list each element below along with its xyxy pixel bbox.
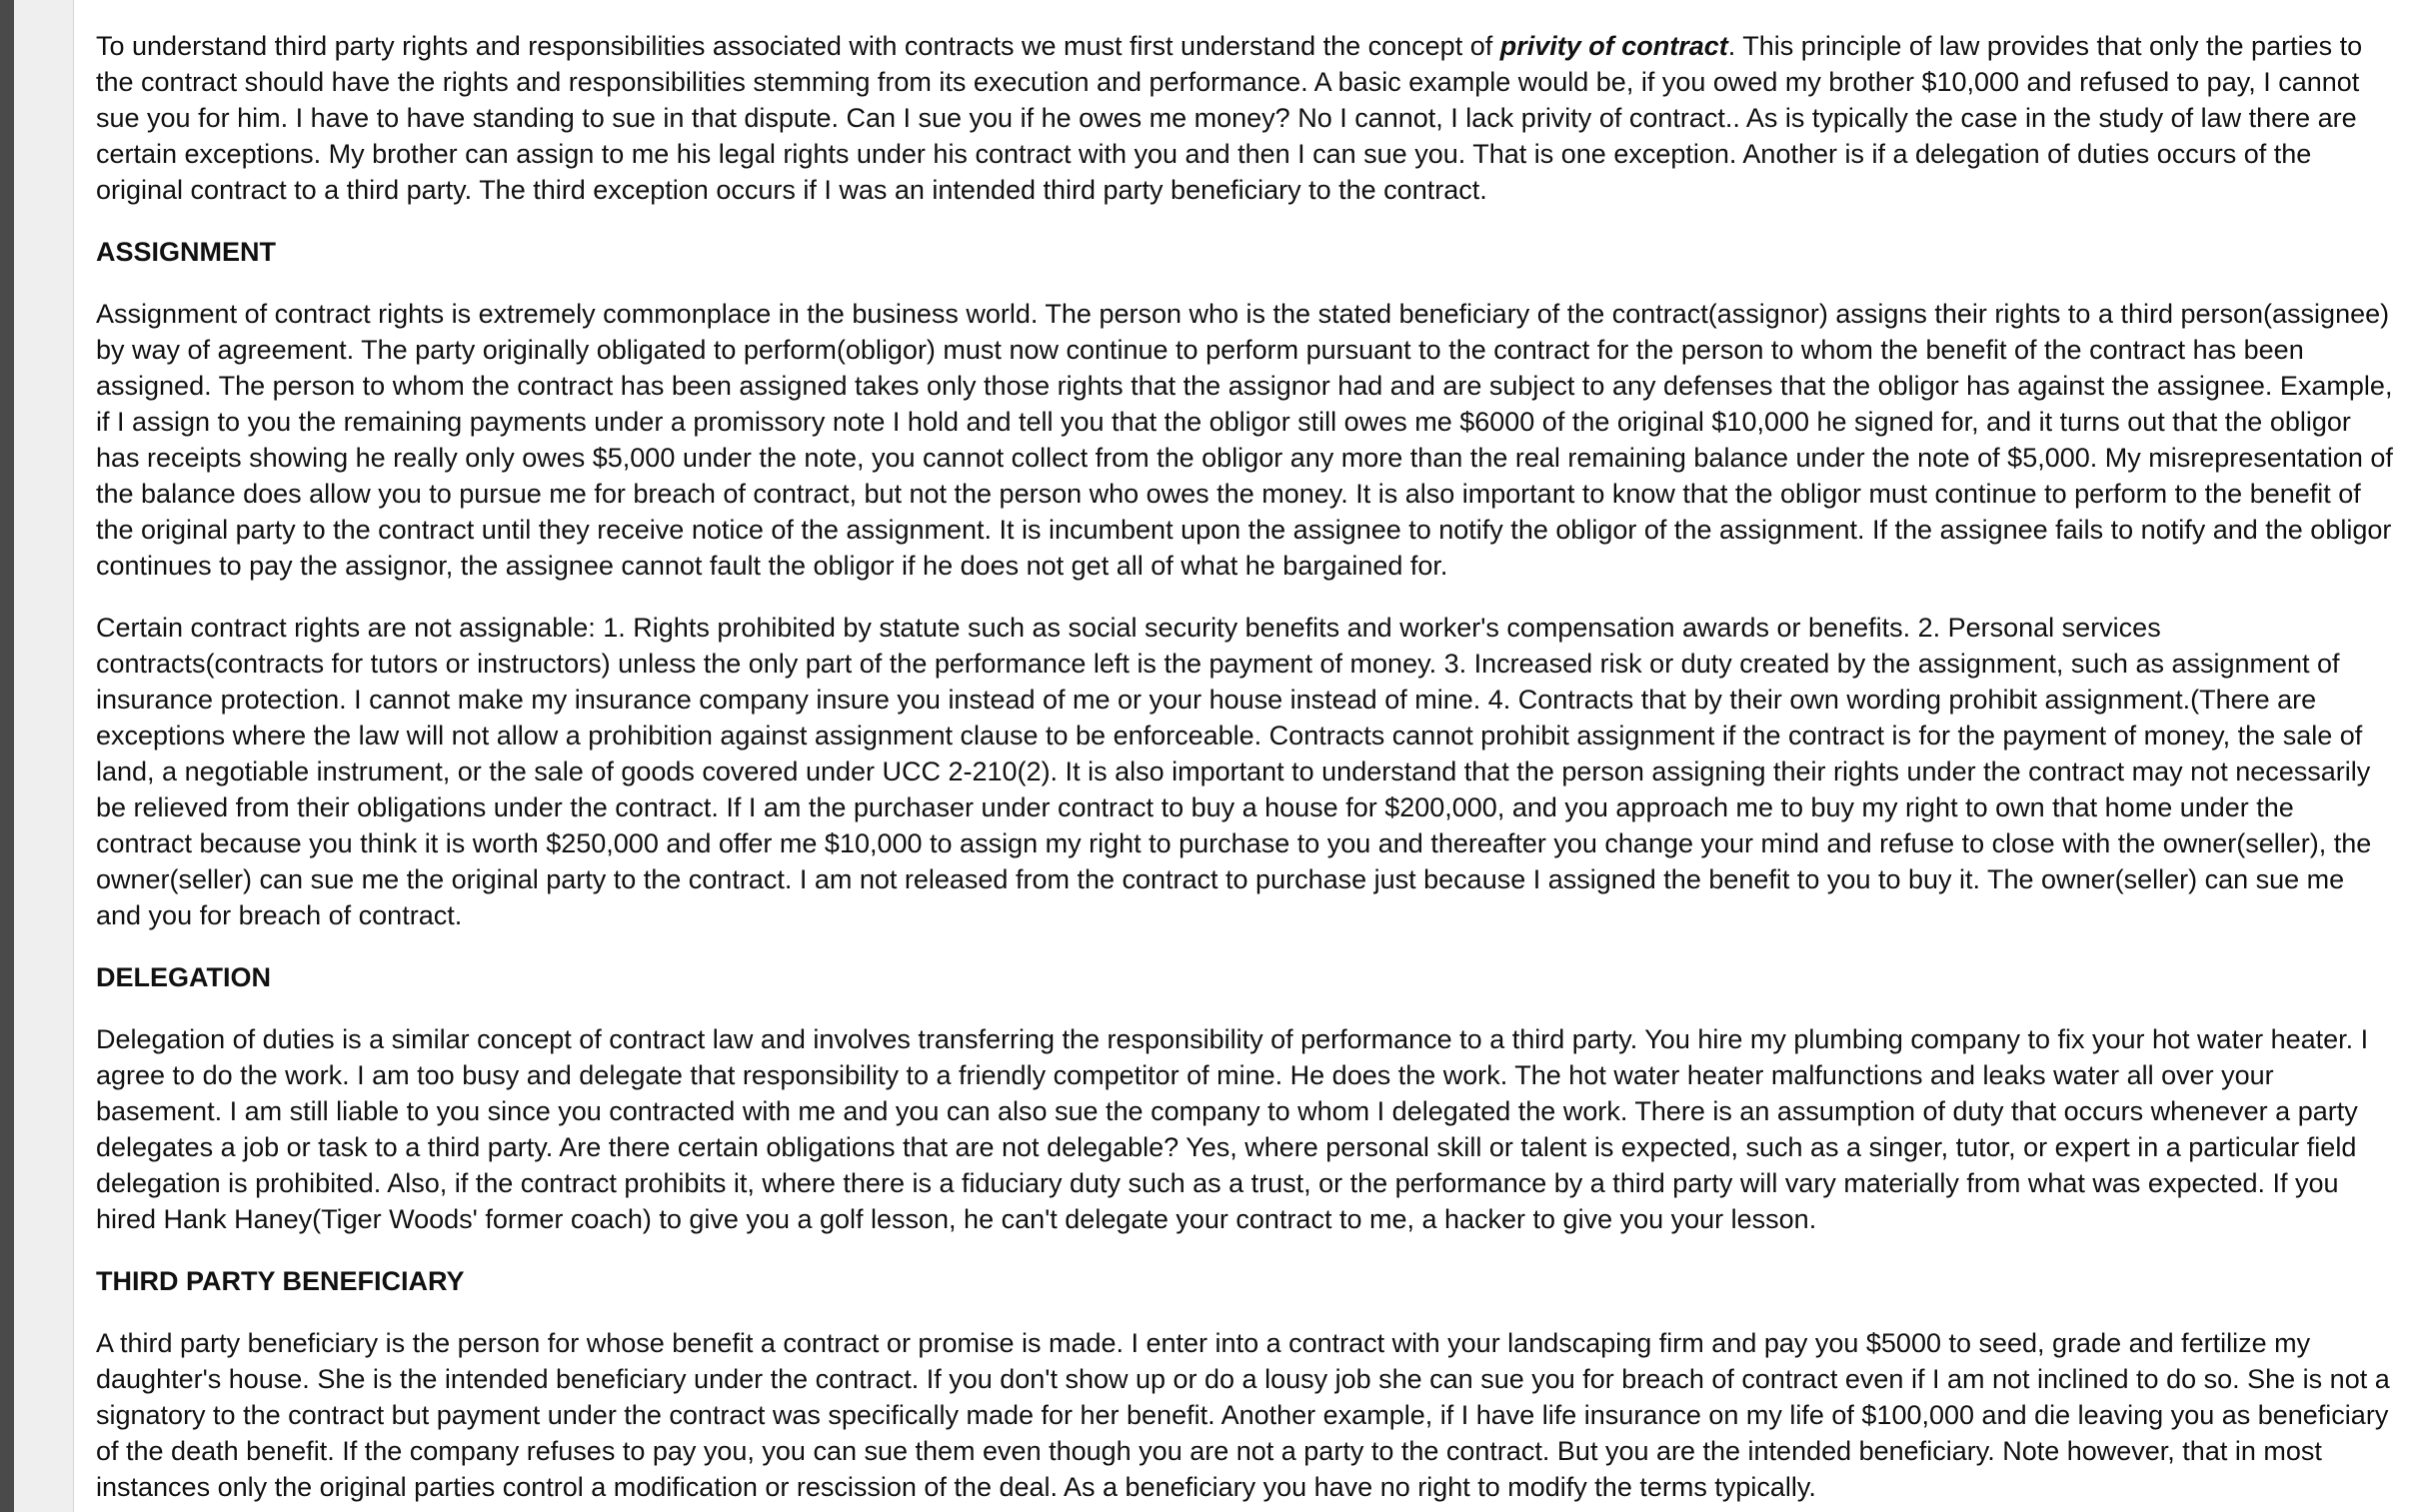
intro-paragraph bbox=[96, 28, 2395, 208]
intro-text-after: . This principle of law provides that only the parties to the contract should have the rights and responsibilities stemming from its execution and performance. A basic example would be, if you owed my brother $10,000 and refused to pay, I cannot sue you for him. I have to have standing to sue in that dispute. Can I sue you if he owes me money? No I cannot, I lack privity of contract.. As is typically the case in the study of law there are certain exceptions. My brother can assign to me his legal rights under his contract with you and then I can sue you. That is one exception. Another is if a delegation of duties occurs of the original contract to a third party. The third exception occurs if I was an intended third party beneficiary to the contract. bbox=[96, 31, 2363, 205]
third-party-beneficiary-heading: THIRD PARTY BENEFICIARY bbox=[96, 1266, 465, 1296]
delegation-heading: DELEGATION bbox=[96, 962, 271, 992]
assignment-paragraph-1: Assignment of contract rights is extremely commonplace in the business world. The person who is the stated beneficiary of the contract(assignor) assigns their rights to a third person(assignee) by way of agreement. The party originally obligated to perform(obligor) must now continue to perform pursuant to the contract for the person to whom the benefit of the contract has been assigned. The person to whom the contract has been assigned takes only those rights that the assignor had and are subject to any defenses that the obligor has against the assignee. Example, if I assign to you the remaining payments under a promissory note I hold and tell you that the obligor still owes me $6000 of the original $10,000 he signed for, and it turns out that the obligor has receipts showing he really only owes $5,000 under the note, you cannot collect from the obligor any more than the real remaining balance under the note of $5,000. My misrepresentation of the balance does allow you to pursue me for breach of contract, but not the person who owes the money. It is also important to know that the obligor must continue to perform to the benefit of the original party to the contract until they receive notice of the assignment. It is incumbent upon the assignee to notify the obligor of the assignment. If the assignee fails to notify and the obligor continues to pay the assignor, the assignee cannot fault the obligor if he does not get all of what he bargained for. bbox=[96, 299, 2393, 581]
assignment-paragraph-2: Certain contract rights are not assignable: 1. Rights prohibited by statute such as social security benefits and worker's compensation awards or benefits. 2. Personal services contracts(contracts for tutors or instructors) unless the only part of the performance left is the payment of money. 3. Increased risk or duty created by the assignment, such as assignment of insurance protection. I cannot make my insurance company insure you instead of me or your house instead of mine. 4. Contracts that by their own wording prohibit assignment.(There are exceptions where the law will not allow a prohibition against assignment clause to be enforceable. Contracts cannot prohibit assignment if the contract is for the payment of money, the sale of land, a negotiable instrument, or the sale of goods covered under UCC 2-210(2). It is also important to understand that the person assigning their rights under the contract may not necessarily be relieved from their obligations under the contract. If I am the purchaser under contract to buy a house for $200,000, and you approach me to buy my right to own that home under the contract because you think it is worth $250,000 and offer me $10,000 to assign my right to purchase to you and thereafter you change your mind and refuse to close with the owner(seller), the owner(seller) can sue me the original party to the contract. I am not released from the contract to purchase just because I assigned the benefit to you to buy it. The owner(seller) can sue me and you for breach of contract. bbox=[96, 613, 2372, 930]
intro-text-before: To understand third party rights and responsibilities associated with contracts we must first understand the concept of bbox=[96, 31, 1500, 61]
third-party-beneficiary-paragraph: A third party beneficiary is the person for whose benefit a contract or promise is made. I enter into a contract with your landscaping firm and pay you $5000 to seed, grade and fertilize my daughter's house. She is the intended beneficiary under the contract. If you don't show up or do a lousy job she can sue you for breach of contract even if I am not inclined to do so. She is not a signatory to the contract but payment under the contract was specifically made for her benefit. Another example, if I have life insurance on my life of $100,000 and die leaving you as beneficiary of the death benefit. If the company refuses to pay you, you can sue them even though you are not a party to the contract. But you are the intended beneficiary. Note however, that in most instances only the original parties control a modification or rescission of the deal. As a beneficiary you have no right to modify the terms typically. bbox=[96, 1328, 2390, 1502]
privity-of-contract-term: privity of contract bbox=[1499, 31, 1728, 61]
delegation-paragraph: Delegation of duties is a similar concept of contract law and involves transferring the responsibility of performance to a third party. You hire my plumbing company to fix your hot water heater. I agree to do the work. I am too busy and delegate that responsibility to a friendly competitor of mine. He does the work. The hot water heater malfunctions and leaks water all over your basement. I am still liable to you since you contracted with me and you can also sue the company to whom I delegated the work. There is an assumption of duty that occurs whenever a party delegates a job or task to a third party. Are there certain obligations that are not delegable? Yes, where personal skill or talent is expected, such as a singer, tutor, or expert in a particular field delegation is prohibited. Also, if the contract prohibits it, where there is a fiduciary duty such as a trust, or the performance by a third party will vary materially from what was expected. If you hired Hank Haney(Tiger Woods' former coach) to give you a golf lesson, he can't delegate your contract to me, a hacker to give you your lesson. bbox=[96, 1024, 2369, 1234]
document-page bbox=[74, 0, 2412, 1512]
assignment-heading: ASSIGNMENT bbox=[96, 237, 277, 267]
left-margin-gutter bbox=[14, 0, 74, 1512]
window-left-edge bbox=[0, 0, 14, 1512]
document-content bbox=[96, 28, 2395, 1512]
